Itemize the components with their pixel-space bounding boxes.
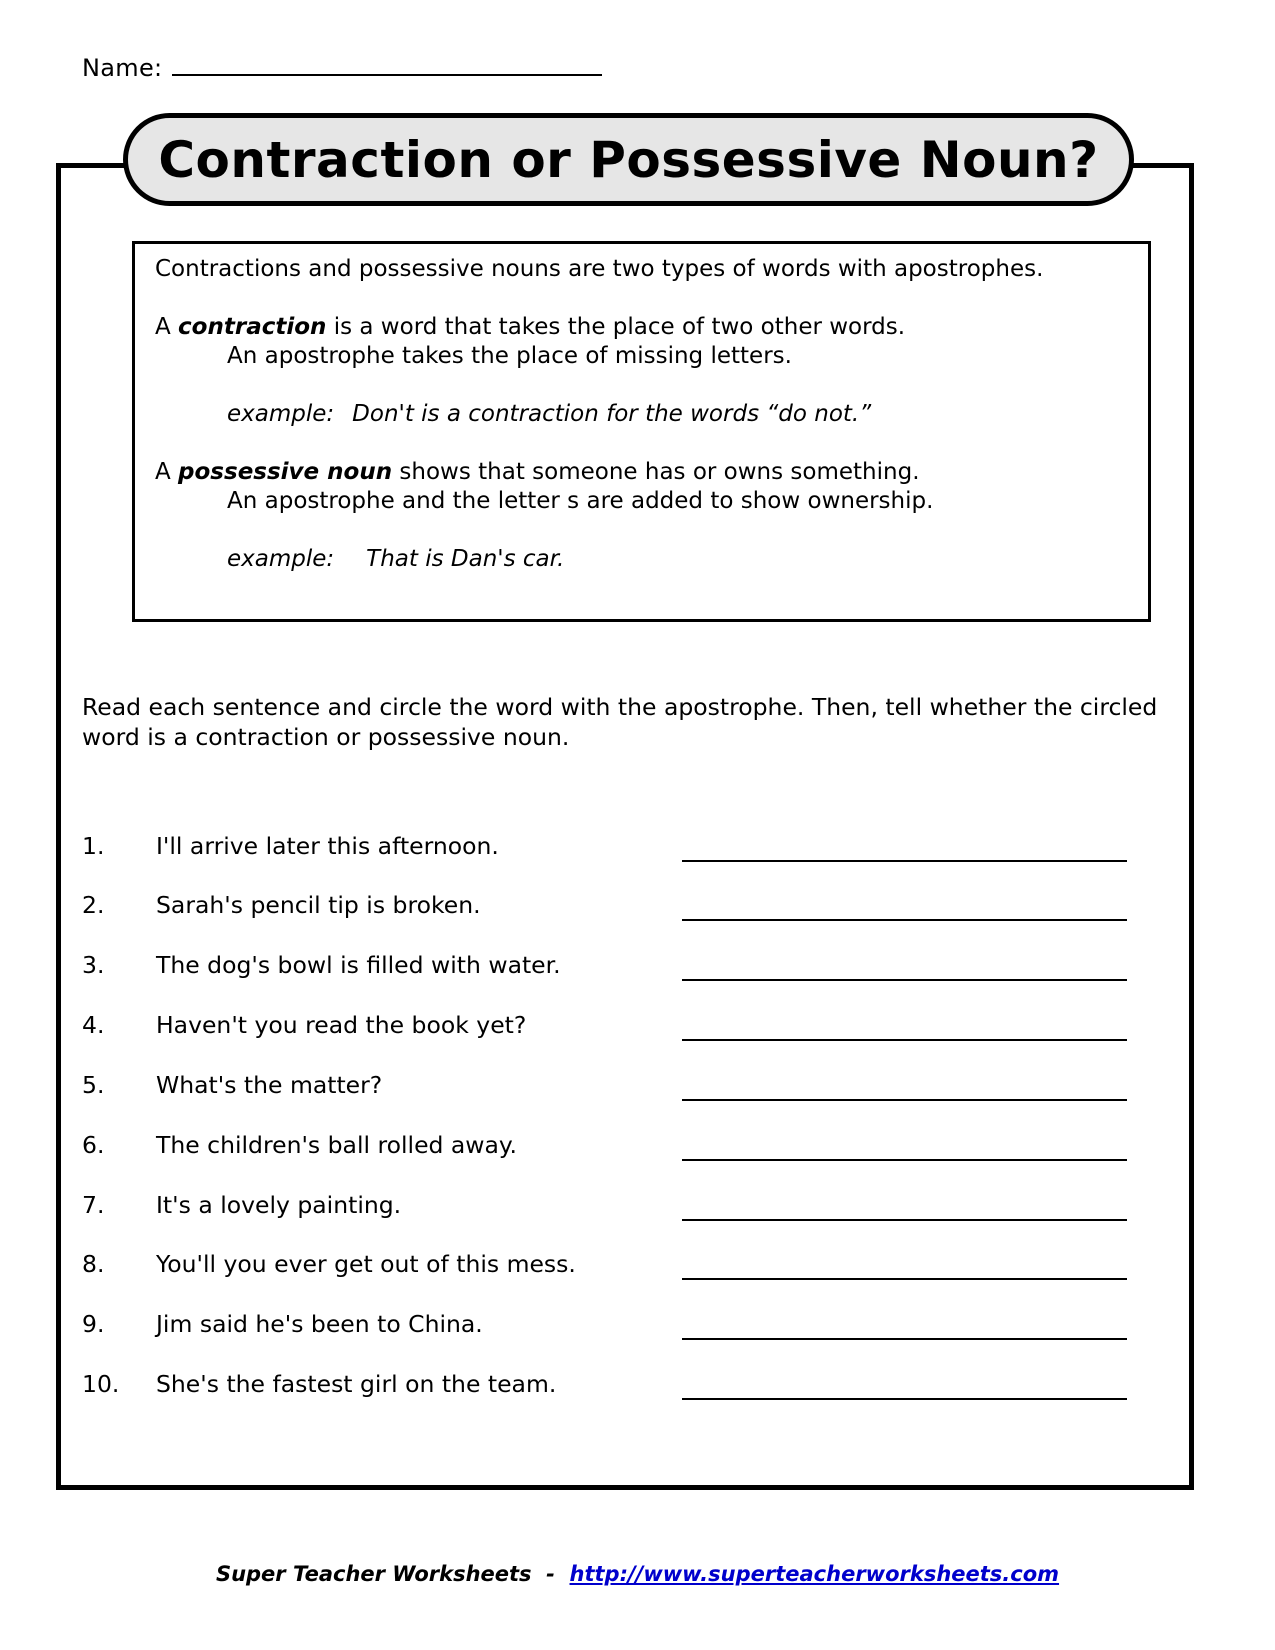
question-number: 4. (82, 1011, 105, 1039)
instructions: Read each sentence and circle the word with the apostrophe. Then, tell whether the circled word is a contraction or possessive noun. (82, 693, 1158, 751)
question-number: 5. (82, 1071, 105, 1099)
question-sentence[interactable]: The children's ball rolled away. (156, 1131, 517, 1159)
answer-blank[interactable] (682, 973, 1127, 981)
possessive-example (227, 544, 564, 574)
answer-blank[interactable] (682, 913, 1127, 921)
answer-blank[interactable] (682, 1213, 1127, 1221)
footer-brand: Super Teacher Worksheets - (215, 1562, 570, 1586)
question-number: 7. (82, 1191, 105, 1219)
possessive-detail: An apostrophe and the letter s are added to show ownership. (227, 488, 934, 514)
question-item (82, 891, 1132, 925)
contraction-definition-text: is a word that takes the place of two other words. (326, 314, 906, 340)
name-blank[interactable] (172, 52, 602, 76)
footer (0, 1562, 1275, 1586)
answer-blank[interactable] (682, 1093, 1127, 1101)
title-banner (123, 113, 1134, 206)
answer-blank[interactable] (682, 1033, 1127, 1041)
contraction-term: contraction (178, 314, 327, 340)
question-sentence[interactable]: It's a lovely painting. (156, 1191, 402, 1219)
question-sentence[interactable]: You'll you ever get out of this mess. (156, 1250, 576, 1278)
question-item (82, 1370, 1132, 1404)
footer-link[interactable]: http://www.superteacherworksheets.com (569, 1562, 1060, 1586)
contraction-example-label: example: (227, 401, 335, 427)
question-sentence[interactable]: Haven't you read the book yet? (156, 1011, 527, 1039)
question-number: 8. (82, 1250, 105, 1278)
question-sentence[interactable]: I'll arrive later this afternoon. (156, 832, 499, 860)
contraction-example (227, 399, 871, 429)
question-number: 3. (82, 951, 105, 979)
question-sentence[interactable]: Sarah's pencil tip is broken. (156, 891, 481, 919)
question-sentence[interactable]: The dog's bowl is filled with water. (156, 951, 561, 979)
question-number: 6. (82, 1131, 105, 1159)
name-field (82, 52, 602, 82)
contraction-example-text: Don't is a contraction for the words “do not.” (352, 401, 872, 427)
possessive-example-label: example: (227, 546, 335, 572)
question-sentence[interactable]: She's the fastest girl on the team. (156, 1370, 557, 1398)
definition-box (132, 241, 1151, 622)
possessive-example-text: That is Dan's car. (366, 546, 565, 572)
answer-blank[interactable] (682, 1332, 1127, 1340)
answer-blank[interactable] (682, 1153, 1127, 1161)
question-sentence[interactable]: What's the matter? (156, 1071, 383, 1099)
question-number: 9. (82, 1310, 105, 1338)
question-item (82, 1071, 1132, 1105)
possessive-prefix: A (155, 459, 179, 485)
question-item (82, 1250, 1132, 1284)
intro-text: Contractions and possessive nouns are two types of words with apostrophes. (155, 256, 1044, 282)
answer-blank[interactable] (682, 854, 1127, 862)
answer-blank[interactable] (682, 1272, 1127, 1280)
question-number: 10. (82, 1370, 120, 1398)
possessive-term: possessive noun (178, 459, 393, 485)
possessive-definition (155, 457, 920, 487)
contraction-definition (155, 312, 905, 342)
contraction-prefix: A (155, 314, 179, 340)
question-item (82, 1011, 1132, 1045)
contraction-detail: An apostrophe takes the place of missing letters. (227, 343, 792, 369)
question-number: 1. (82, 832, 105, 860)
question-item (82, 1131, 1132, 1165)
answer-blank[interactable] (682, 1392, 1127, 1400)
question-item (82, 1191, 1132, 1225)
name-label: Name: (82, 54, 163, 82)
question-item (82, 951, 1132, 985)
page-title: Contraction or Possessive Noun? (158, 130, 1099, 189)
question-item (82, 832, 1132, 866)
question-number: 2. (82, 891, 105, 919)
possessive-definition-text: shows that someone has or owns something. (392, 459, 920, 485)
question-sentence[interactable]: Jim said he's been to China. (156, 1310, 483, 1338)
question-item (82, 1310, 1132, 1344)
